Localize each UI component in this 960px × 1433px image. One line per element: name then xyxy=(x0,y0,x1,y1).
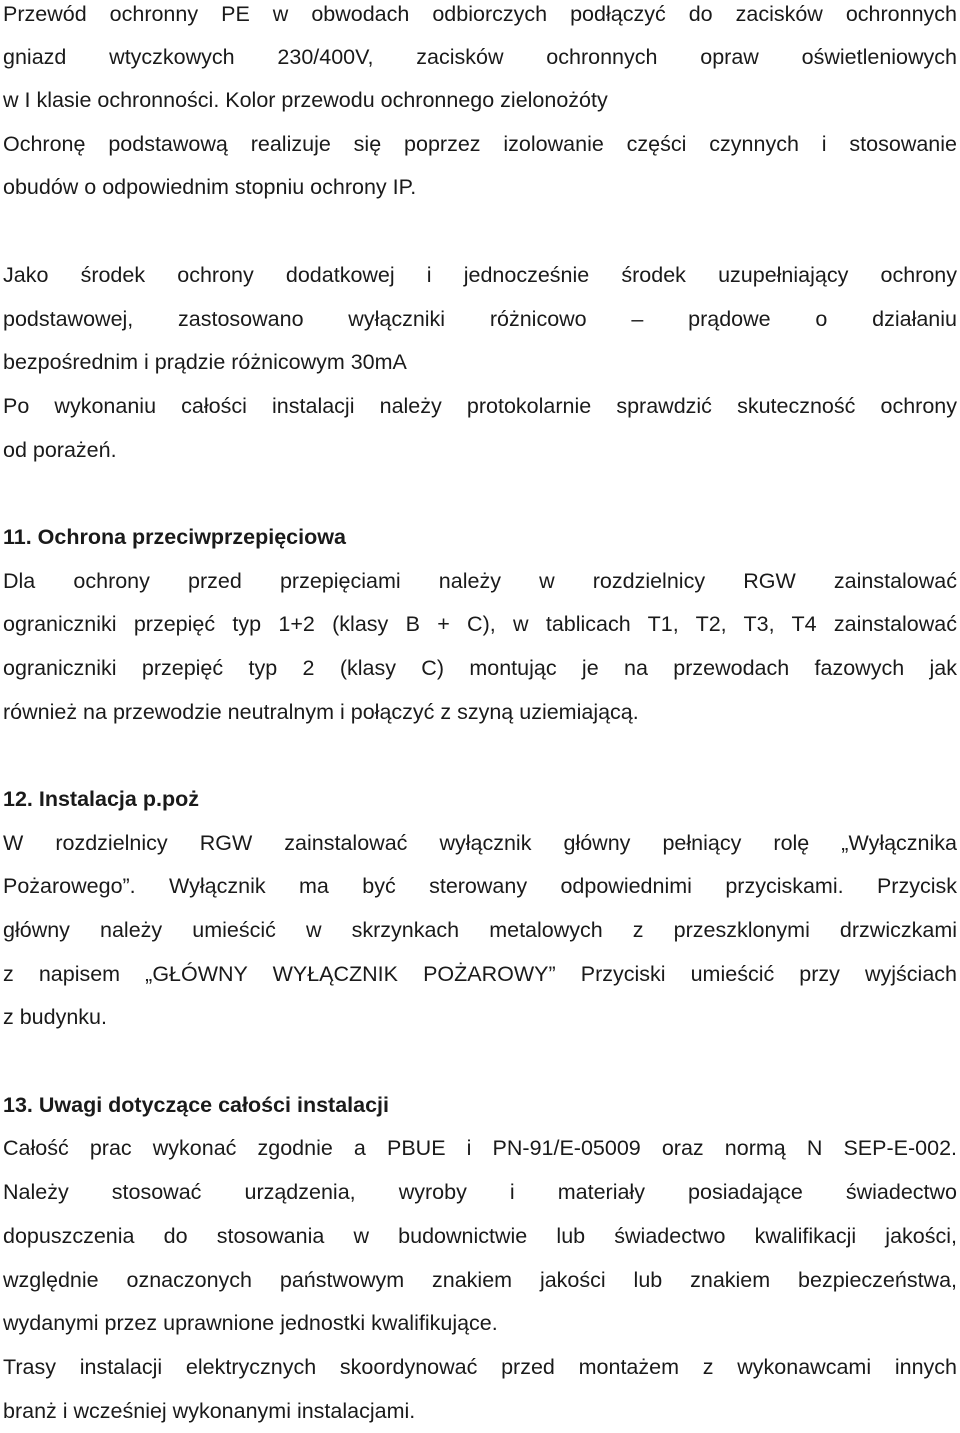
paragraph-protective-conductor-line-1: Przewód ochronny PE w obwodach odbiorczych podłączyć do zacisków ochronnych xyxy=(3,2,957,26)
section-11-line-2: ograniczniki przepięć typ 1+2 (klasy B + C), w tablicach T1, T2, T3, T4 zainstalować xyxy=(3,612,957,636)
section-11-line-1: Dla ochrony przed przepięciami należy w rozdzielnicy RGW zainstalować xyxy=(3,569,957,593)
section-13-heading: 13. Uwagi dotyczące całości instalacji xyxy=(3,1093,389,1117)
paragraph-additional-protection-line-1: Jako środek ochrony dodatkowej i jednocześnie środek uzupełniający ochrony xyxy=(3,263,957,287)
paragraph-verification-line-1: Po wykonaniu całości instalacji należy protokolarnie sprawdzić skuteczność ochrony xyxy=(3,394,957,418)
section-13-line-4: względnie oznaczonych państwowym znakiem jakości lub znakiem bezpieczeństwa, xyxy=(3,1268,957,1292)
paragraph-protective-conductor-line-3: w I klasie ochronności. Kolor przewodu ochronnego zielonożóty xyxy=(3,88,608,112)
section-12-line-4: z napisem „GŁÓWNY WYŁĄCZNIK POŻAROWY” Przyciski umieścić przy wyjściach xyxy=(3,962,957,986)
section-12-heading: 12. Instalacja p.poż xyxy=(3,787,199,811)
section-12-line-3: główny należy umieścić w skrzynkach metalowych z przeszklonymi drzwiczkami xyxy=(3,918,957,942)
section-11-line-3: ograniczniki przepięć typ 2 (klasy C) montując je na przewodach fazowych jak xyxy=(3,656,957,680)
paragraph-protective-conductor-line-2: gniazd wtyczkowych 230/400V, zacisków ochronnych opraw oświetleniowych xyxy=(3,45,957,69)
section-12-line-5: z budynku. xyxy=(3,1005,107,1029)
section-13-line-5: wydanymi przez uprawnione jednostki kwalifikujące. xyxy=(3,1311,498,1335)
section-11-heading: 11. Ochrona przeciwprzepięciowa xyxy=(3,525,346,549)
section-13-line-6: Trasy instalacji elektrycznych skoordynować przed montażem z wykonawcami innych xyxy=(3,1355,957,1379)
section-13-line-2: Należy stosować urządzenia, wyroby i materiały posiadające świadectwo xyxy=(3,1180,957,1204)
paragraph-basic-protection-line-2: obudów o odpowiednim stopniu ochrony IP. xyxy=(3,175,417,199)
section-13-line-7: branż i wcześniej wykonanymi instalacjami. xyxy=(3,1399,416,1423)
paragraph-basic-protection-line-1: Ochronę podstawową realizuje się poprzez izolowanie części czynnych i stosowanie xyxy=(3,132,957,156)
section-13-line-3: dopuszczenia do stosowania w budownictwie lub świadectwo kwalifikacji jakości, xyxy=(3,1224,957,1248)
section-11-line-4: również na przewodzie neutralnym i połączyć z szyną uziemiającą. xyxy=(3,700,639,724)
paragraph-verification-line-2: od porażeń. xyxy=(3,438,117,462)
section-12-line-1: W rozdzielnicy RGW zainstalować wyłącznik główny pełniący rolę „Wyłącznika xyxy=(3,831,957,855)
section-12-line-2: Pożarowego”. Wyłącznik ma być sterowany odpowiednimi przyciskami. Przycisk xyxy=(3,874,957,898)
paragraph-additional-protection-line-2: podstawowej, zastosowano wyłączniki różnicowo – prądowe o działaniu xyxy=(3,307,957,331)
section-13-line-1: Całość prac wykonać zgodnie a PBUE i PN-91/E-05009 oraz normą N SEP-E-002. xyxy=(3,1136,957,1160)
paragraph-additional-protection-line-3: bezpośrednim i prądzie różnicowym 30mA xyxy=(3,350,407,374)
